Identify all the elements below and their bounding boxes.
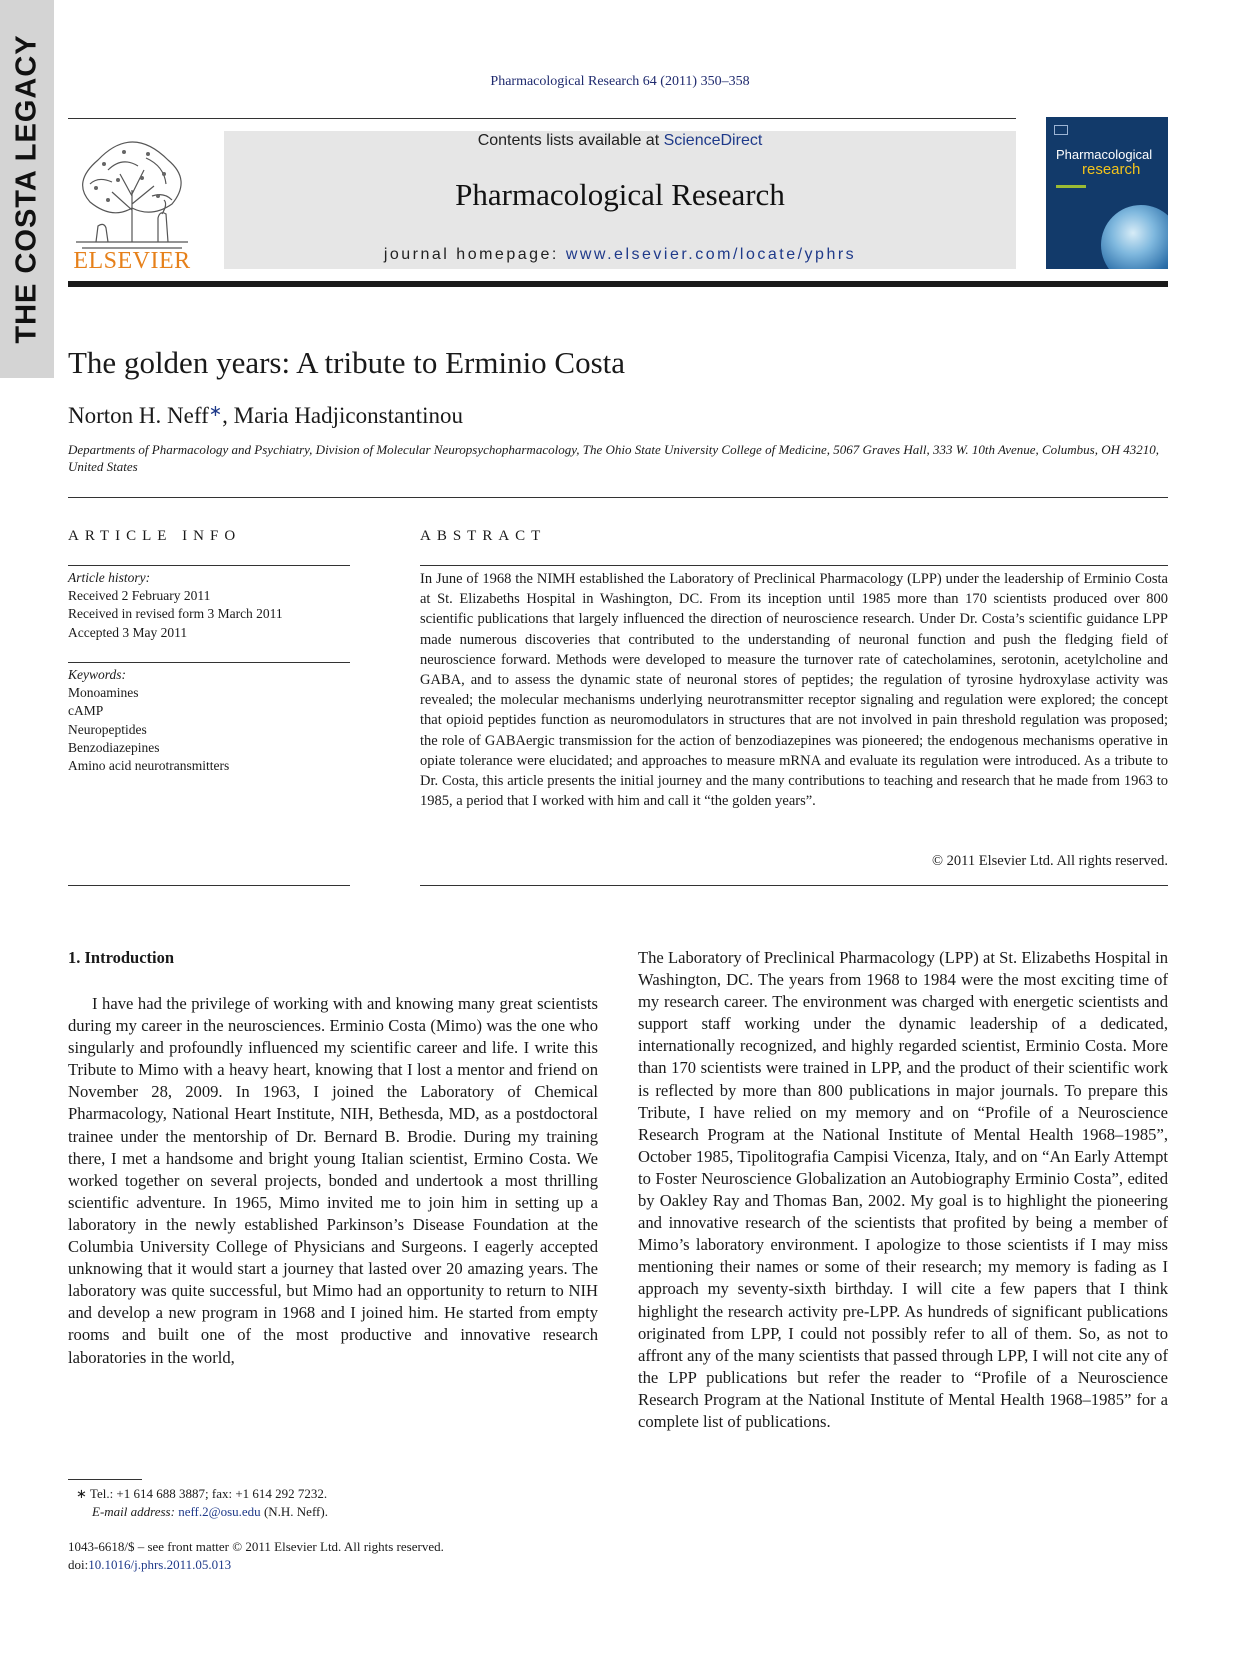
footnote [76,1485,328,1521]
affiliation-rule [68,497,1168,498]
cover-stripe [1056,185,1086,188]
cover-title-line1: Pharmacological [1056,147,1153,162]
accepted-date: Accepted 3 May 2011 [68,624,188,640]
received-date: Received 2 February 2011 [68,588,211,604]
abstract-rule [420,565,1168,566]
publisher-wordmark: ELSEVIER [73,248,191,274]
body-column-left: I have had the privilege of working with and knowing many great scientists during my career in the neurosciences. Erminio Costa (Mimo) was the one who singularly and profoundly influenced my scientific career and life. I write this Tribute to Mimo with a heavy heart, knowing that I lost a mentor and friend on November 28, 2009. In 1963, I joined the Laboratory of Chemical Pharmacology, National Heart Institute, NIH, Bethesda, MD, as a postdoctoral trainee under the mentorship of Dr. Bernard B. Brodie. During my training there, I met a handsome and bright young Italian scientist, Ermino Costa. We worked together on several projects, bonded and undertook a most thrilling scientific adventure. In 1965, Mimo invited me to join him in setting up a laboratory in the newly established Parkinson’s Disease Foundation at the Columbia University College of Physicians and Surgeons. I eagerly accepted unknowing that it would start a journey that lasted over 20 amazing years. The laboratory was quite successful, but Mimo had an opportunity to return to NIH and develop a new program in 1968 and I joined him. He started from empty rooms and built one of the most productive and innovative research laboratories in the world, [68,994,598,1367]
abstract-heading: ABSTRACT [420,528,547,544]
cover-globe-image [1101,205,1168,269]
footnote-contact: ∗ Tel.: +1 614 688 3887; fax: +1 614 292 7232. [76,1486,328,1501]
cover-logo-icon [1054,125,1068,135]
abstract-text: In June of 1968 the NIMH established the Laboratory of Preclinical Pharmacology (LPP) under the leadership of Erminio Costa at St. Elizabeths Hospital in Washington, DC. From its inception until 1985 more than 170 scientists produced over 800 scientific publications that largely influenced the direction of neuroscience research. Under Dr. Costa’s scientific guidance LPP made numerous discoveries that contributed to the understanding of neuronal function and push the fledging field of neuroscience forward. Methods were developed to measure the turnover rate of catecholamines, serotonin, acetylcholine and GABA, and to assess the dynamic state of neuronal stores of peptides; the regulation of tyrosine hydroxylase activity was revealed; the molecular mechanisms underlying neurotransmitter receptor signaling and regulation were explored; the concept that opioid peptides function as neuromodulators in structures that are not involved in pain threshold regulation was proposed; the role of GABAergic transmission for the action of benzodiazepines was pioneered; the endogenous mechanisms operative in opiate tolerance were elucidated; and approaches to measure mRNA and evaluate its regulation were introduced. As a tribute to Dr. Costa, this article presents the initial journey and the many contributions to teaching and research that he made from 1963 to 1985, a period that I worked with him and call it “the golden years”. [420,571,1168,810]
doi-link[interactable]: 10.1016/j.phrs.2011.05.013 [88,1557,232,1572]
article-title: The golden years: A tribute to Erminio Costa [68,345,626,380]
section-heading-introduction: 1. Introduction [68,948,175,967]
cover-title [1056,147,1152,177]
homepage-line [224,246,1016,264]
keywords-rule [68,662,350,663]
homepage-prefix: journal homepage: [383,246,566,263]
front-matter [68,1538,444,1574]
doi-prefix: doi: [68,1557,89,1572]
sciencedirect-link[interactable]: ScienceDirect [663,132,763,149]
keyword: Neuropeptides [68,721,147,737]
email-link[interactable]: neff.2@osu.edu [178,1504,261,1519]
author-others: , Maria Hadjiconstantinou [222,403,463,428]
issn-line: 1043-6618/$ – see front matter © 2011 Elsevier Ltd. All rights reserved. [68,1539,444,1554]
side-tab [0,0,54,378]
keywords-label: Keywords: [68,667,126,682]
header-thick-rule [68,281,1168,287]
affiliation: Departments of Pharmacology and Psychiatry, Division of Molecular Neuropsychopharmacology, The Ohio State University College of Medicine, 5067 Graves Hall, 333 W. 10th Avenue, Columbus, OH 43210, United States [68,442,1160,474]
side-tab-label: THE COSTA LEGACY [10,34,43,344]
keywords-block [68,666,348,775]
keyword: Monoamines [68,685,139,701]
email-suffix: (N.H. Neff). [260,1504,328,1519]
journal-cover [1046,117,1168,269]
homepage-link[interactable]: www.elsevier.com/locate/yphrs [565,246,857,263]
footnote-rule [68,1479,142,1480]
contents-prefix: Contents lists available at [477,132,664,149]
corresponding-author-marker[interactable]: ∗ [208,403,223,420]
top-rule [68,118,1016,119]
keyword: cAMP [68,703,104,719]
keyword: Amino acid neurotransmitters [68,758,230,774]
article-info-heading: ARTICLE INFO [68,528,242,544]
abstract-bottom-rule [420,885,1168,886]
author-list [68,401,463,429]
article-history [68,569,348,642]
journal-reference[interactable]: Pharmacological Research 64 (2011) 350–358 [490,74,750,89]
body-column-right: The Laboratory of Preclinical Pharmacology (LPP) at St. Elizabeths Hospital in Washington, DC. The years from 1968 to 1984 were the most exciting time of my research career. The environment was charged with energetic scientists and support staff working under the dynamic leadership of a dedicated, internationally recognized, and highly regarded scientist, Erminio Costa. More than 170 scientists were trained in LPP, and the product of their scientific work is reflected by more than 800 publications in major journals. To prepare this Tribute, I have relied on my memory and on “Profile of a Neuroscience Research Program at the National Institute of Mental Health 1968–1985”, October 1985, Tipolitografia Campisi Vicenza, Italy, and on “An Early Attempt to Foster Neuroscience Globalization an Autobiography Erminio Costa”, edited by Oakley Ray and Thomas Ban, 2002. My goal is to highlight the pioneering and innovative research of the scientists that profited by being a member of Mimo’s laboratory environment. I apologize to those scientists if I may miss mentioning their names or some of their research; my memory is fading as I approach my seventy-sixth birthday. I will cite a few papers that I think highlight the research activity pre-LPP. As hundreds of significant publications originated from LPP, I could not possibly refer to all of them. So, as not to affront any of the many scientists that passed through LPP, I will not cite any of the LPP publications but refer the reader to “Profile of a Neuroscience Research Program at the National Institute of Mental Health 1968–1985” for a complete list of publications. [638,948,1168,1431]
revised-date: Received in revised form 3 March 2011 [68,606,283,622]
journal-banner [224,131,1016,269]
article-info-bottom-rule [68,885,350,886]
journal-title: Pharmacological Research [455,177,785,212]
keyword: Benzodiazepines [68,739,160,755]
contents-line [224,132,1016,150]
article-info-rule [68,565,350,566]
cover-title-line2: research [1082,161,1141,178]
author-neff: Norton H. Neff [68,403,209,428]
email-label: E-mail address: [92,1504,179,1519]
history-label: Article history: [68,570,151,585]
abstract-copyright: © 2011 Elsevier Ltd. All rights reserved. [932,853,1168,869]
